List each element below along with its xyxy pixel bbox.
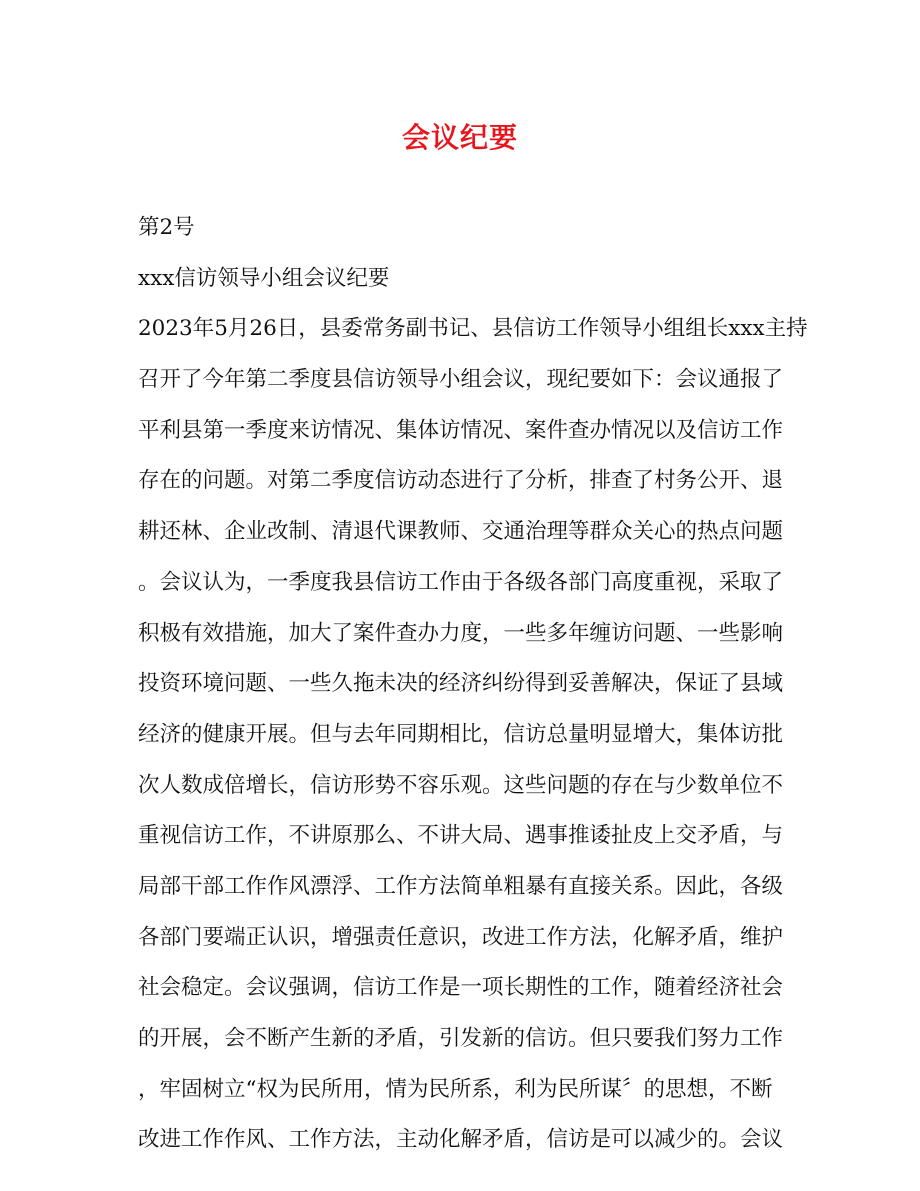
document-number: 第2号: [138, 215, 195, 240]
body-line: 次人数成倍增长，信访形势不容乐观。这些问题的存在与少数单位不: [138, 772, 784, 798]
body-line: 经济的健康开展。但与去年同期相比，信访总量明显增大，集体访批: [138, 721, 784, 747]
body-line: 耕还林、企业改制、清退代课教师、交通治理等群众关心的热点问题: [138, 519, 784, 545]
body-line: 重视信访工作，不讲原那么、不讲大局、遇事推诿扯皮上交矛盾，与: [138, 823, 784, 849]
body-line: 召开了今年第二季度县信访领导小组会议，现纪要如下：会议通报了: [138, 367, 784, 393]
body-line: 积极有效措施，加大了案件查办力度，一些多年缠访问题、一些影响: [138, 620, 784, 646]
document-body: [138, 203, 808, 1166]
document-title: 会议纪要: [401, 121, 518, 154]
body-line: 平利县第一季度来访情况、集体访情况、案件查办情况以及信访工作: [138, 417, 784, 443]
body-line: 投资环境问题、一些久拖未决的经济纠纷得到妥善解决，保证了县域: [138, 671, 784, 697]
body-line: 社会稳定。会议强调，信访工作是一项长期性的工作，随着经济社会: [138, 975, 784, 1001]
body-line: 存在的问题。对第二季度信访动态进行了分析，排查了村务公开、退: [138, 468, 784, 494]
body-line: 的开展，会不断产生新的矛盾，引发新的信访。但只要我们努力工作: [138, 1026, 784, 1051]
body-line: 。会议认为，一季度我县信访工作由于各级各部门高度重视，采取了: [138, 569, 784, 595]
body-line: ，牢固树立“权为民所用，情为民所系，利为民所谋〞的思想，不断: [138, 1076, 773, 1102]
body-line: 改进工作作风、工作方法，主动化解矛盾，信访是可以减少的。会议: [138, 1127, 784, 1153]
body-line: 局部干部工作作风漂浮、工作方法简单粗暴有直接关系。因此，各级: [138, 873, 784, 899]
body-line: 2023年5月26日，县委常务副书记、县信访工作领导小组组长xxx主持: [138, 316, 808, 342]
document-subtitle: xxx信访领导小组会议纪要: [138, 265, 390, 291]
body-line: 各部门要端正认识，增强责任意识，改进工作方法，化解矛盾，维护: [138, 924, 784, 950]
